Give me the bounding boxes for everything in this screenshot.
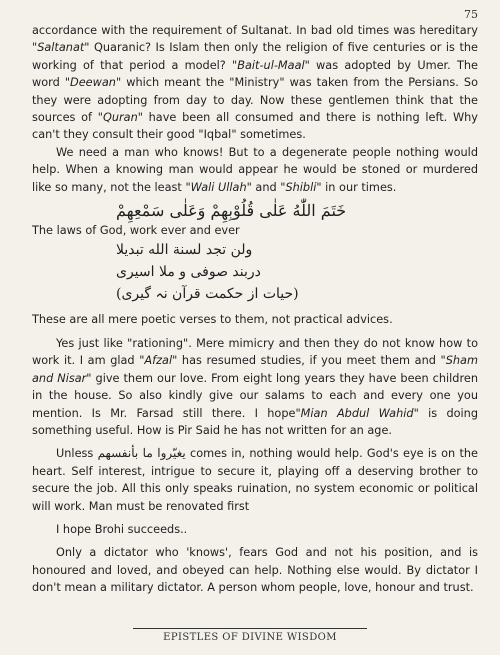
italic-term-wali-ullah: "Wali Ullah" (185, 180, 252, 194)
paragraph-renovation (32, 445, 478, 515)
text-segment: which meant the "Ministry" was taken from the Persians. So they were adopting from day to day. Now these gentlemen think that the sources of (32, 76, 478, 125)
text-segment: Unless (56, 447, 98, 461)
urdu-couplet-line-2: (حیات از حکمت قرآن نہ گیری) (116, 286, 299, 303)
text-segment: accordance with the requirement of Sultanat. In bad old times was hereditary (32, 24, 478, 37)
text-segment: Quaranic? Is Islam then only the religion of five centuries or is the working of that period a model? (32, 41, 478, 72)
text-segment: has resumed studies, if you meet them and (177, 354, 441, 368)
italic-term-shibli: "Shibli" (280, 180, 322, 194)
italic-name-afzal: "Afzal" (139, 354, 178, 368)
text-segment: in our times. (321, 180, 397, 194)
quranic-verse-sealed-hearts: خَتَمَ اللّٰهُ عَلٰی قُلُوْبِهِمْ وَعَلٰی سَمْعِهِمْ (116, 201, 347, 221)
italic-name-mian-abdul-wahid: "Mian Abdul Wahid" (295, 406, 419, 420)
italic-term-deewan: "Deewan" (64, 76, 122, 90)
text-segment: comes in, nothing would help. God's eye is on the heart. Self interest, intrigue to secure it, playing off a deserving brother to secure the job. All this only speaks ruination, no system economic or political will work. Man must be renovated first (32, 447, 479, 513)
text-segment: was adopted by Umer. The word (32, 58, 478, 90)
paragraph-dictator: Only a dictator who 'knows', fears God and not his position, and is honoured and loved, and obeyed can help. Nothing else would. By dictator I don't mean a military dictator. A person whom people, love, honour and trust. (32, 546, 478, 595)
footer-book-title: EPISTLES OF DIVINE WISDOM (163, 632, 337, 643)
italic-term-quran: "Quran" (97, 111, 143, 125)
arabic-phrase-inline: يغيّروا ما بأنفسهم (97, 446, 186, 461)
line-laws-of-god: The laws of God, work ever and ever (32, 224, 240, 238)
letter-body (32, 22, 478, 597)
italic-term-bait-ul-maal: "Bait-ul-Maal" (232, 58, 310, 72)
italic-name-sham-nisar: "Sham and Nisar" (32, 354, 478, 385)
paragraph-sultanat (32, 22, 478, 144)
urdu-couplet-line-1: دربند صوفی و ملا اسیری (116, 264, 261, 281)
text-segment: Yes just like "rationing". Mere mimicry and then they do not know how to work it. I am glad (32, 336, 478, 368)
quranic-verse-no-change: ولن تجد لسنة الله تبديلا (116, 242, 253, 259)
text-segment: give them our love. From eight long years they have been children in the house. So also kindly give our salams to each and every one you mention. Is Mr. Farsad still there. I hope (32, 371, 478, 420)
paragraph-knowing-man (32, 144, 478, 196)
footer-divider (133, 628, 367, 629)
text-segment: We need a man who knows! But to a degenerate people nothing would help. When a knowing man would appear he would be stoned or murdered like so many, not the least (32, 145, 478, 194)
line-brohi: I hope Brohi succeeds.. (56, 522, 188, 536)
italic-term-saltanat: "Saltanat" (32, 41, 90, 55)
text-segment: is doing something useful. How is Pir Said he has not written for an age. (32, 406, 478, 437)
line-poetic-verses: These are all mere poetic verses to them, not practical advices. (32, 313, 393, 327)
page-number: 75 (464, 8, 478, 21)
text-segment: and (251, 180, 281, 194)
paragraph-rationing (32, 335, 478, 439)
text-segment: have been all consumed and there is nothing left. Why can't they consult their good "Iqbal" sometimes. (32, 111, 478, 142)
